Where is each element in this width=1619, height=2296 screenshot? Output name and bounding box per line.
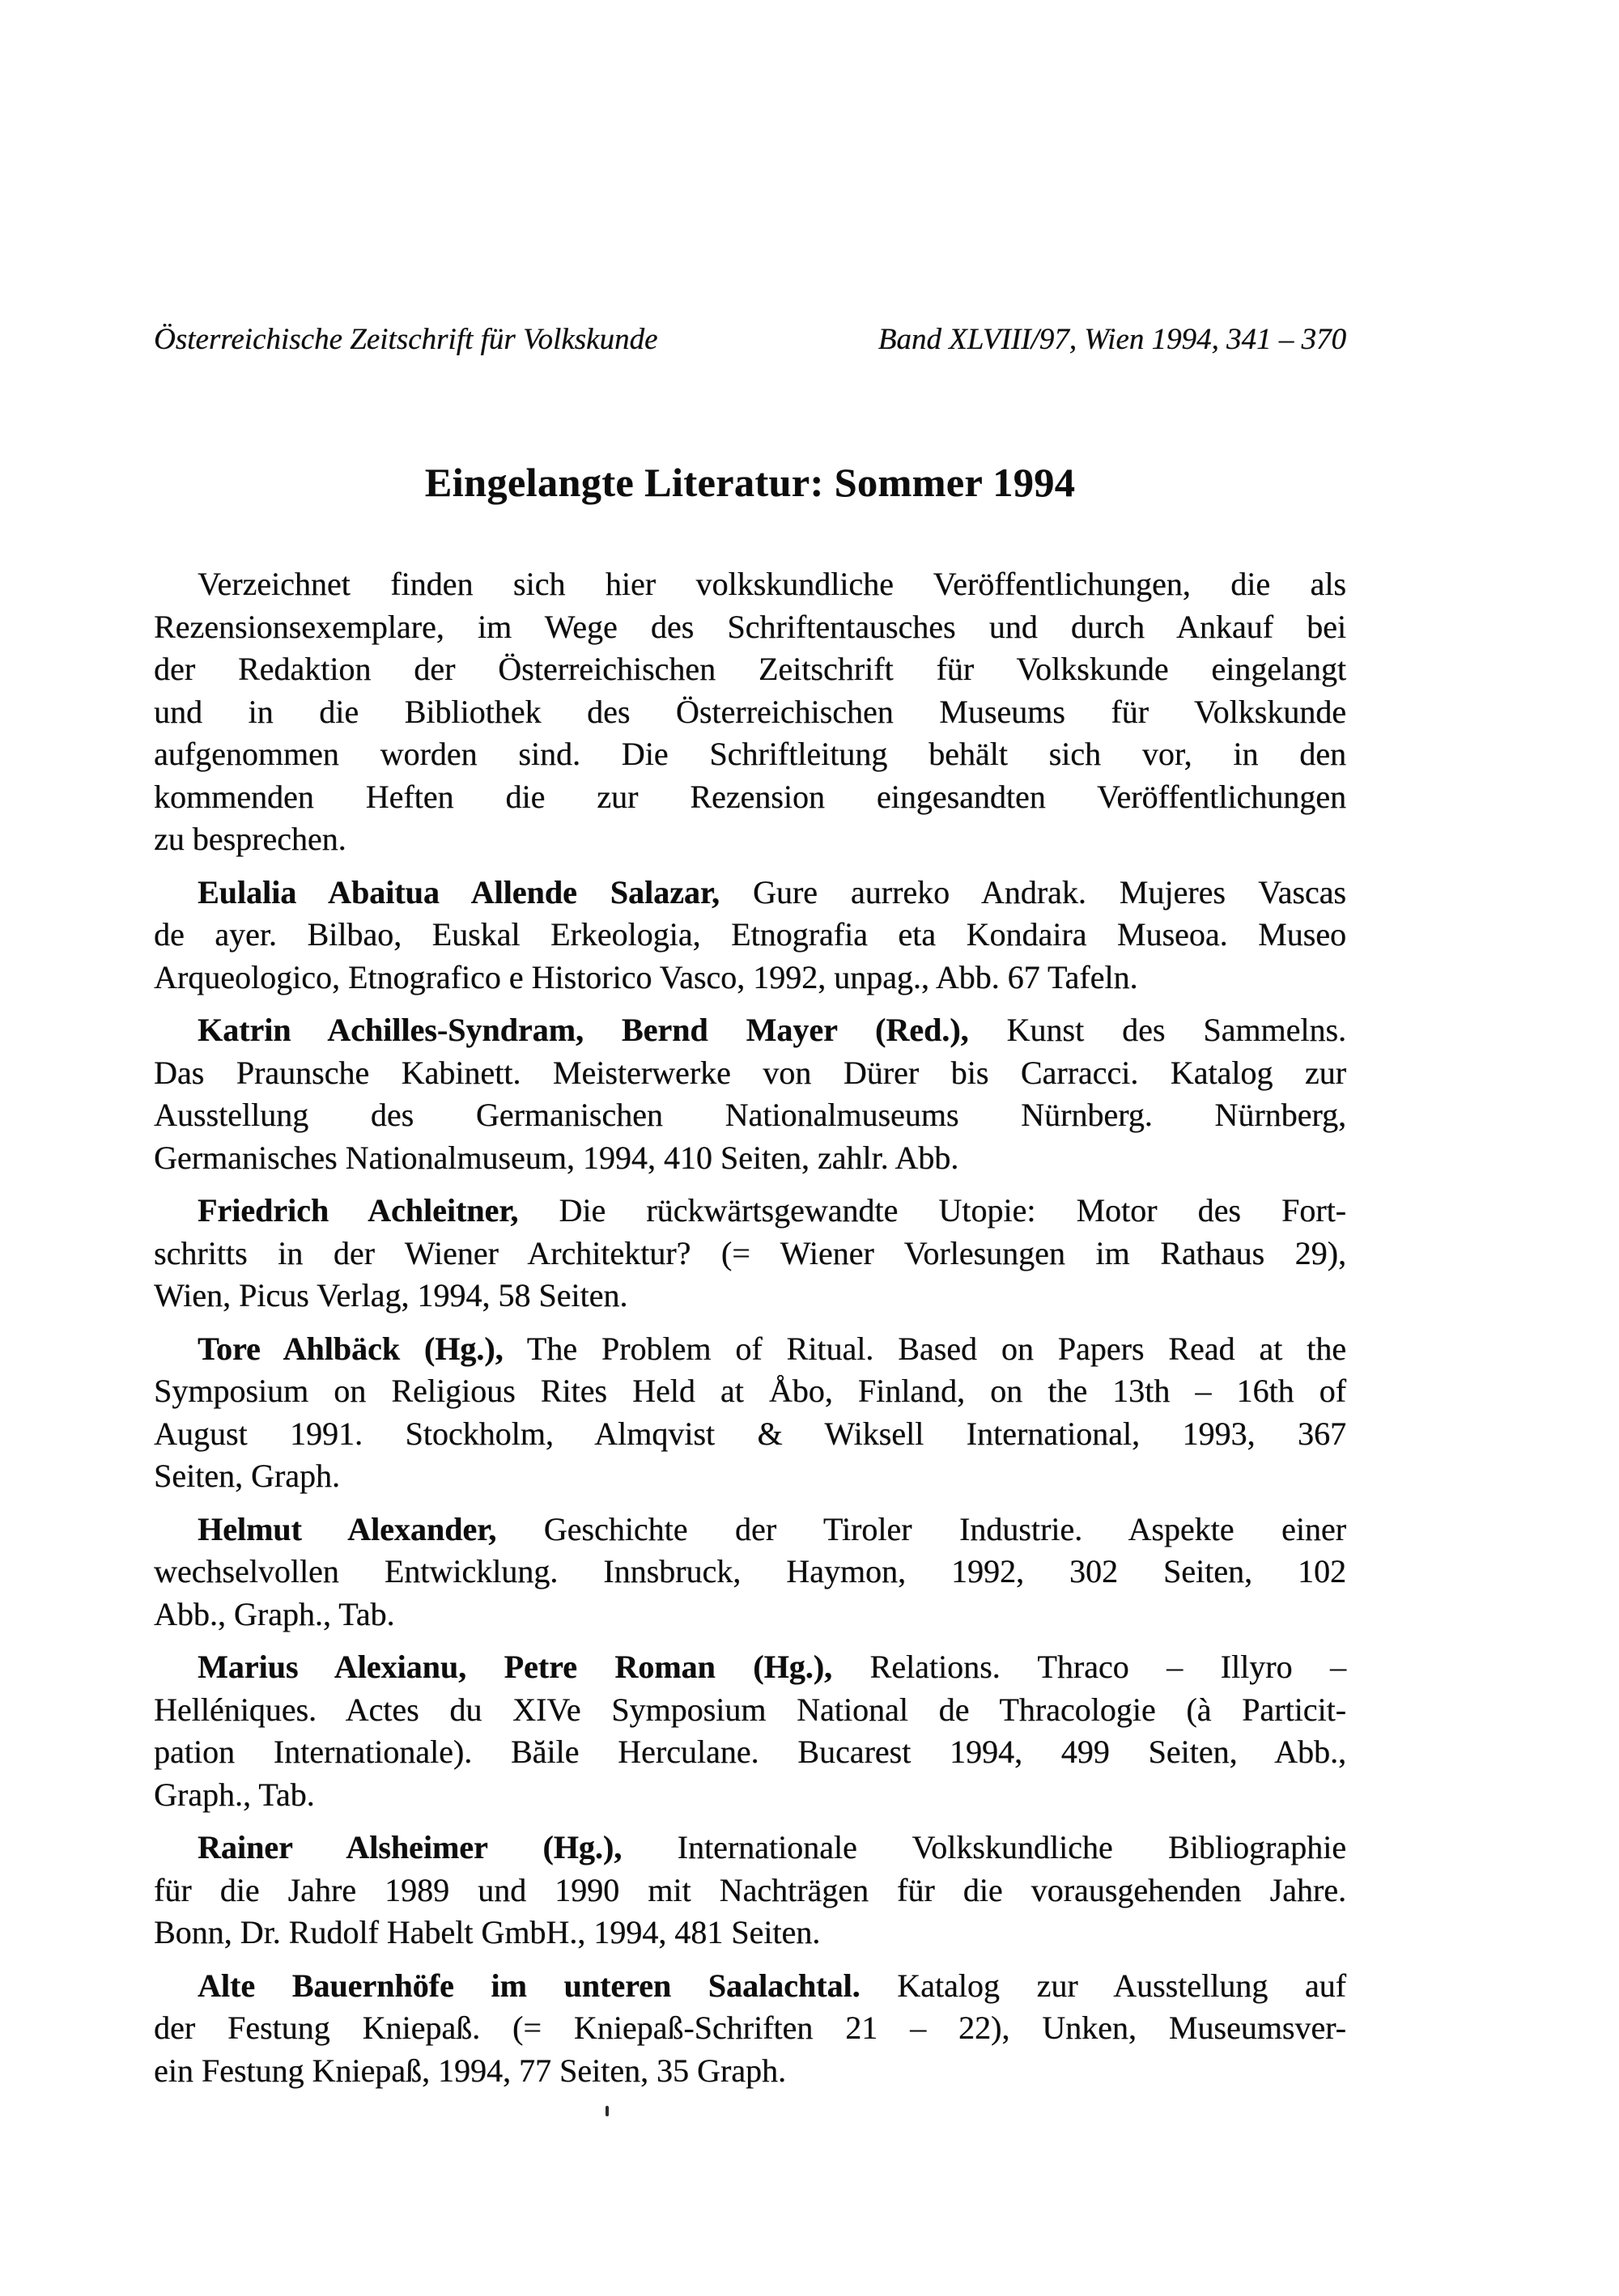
entry-line-text: Ausstellung des Germanischen Nationalmuseums Nürnberg. Nürnberg, (154, 1097, 1346, 1133)
intro-line (154, 606, 1346, 649)
entry-line (154, 1413, 1346, 1456)
entry-line (154, 2050, 1346, 2093)
intro-line-text: Rezensionsexemplare, im Wege des Schriftentausches und durch Ankauf bei (154, 608, 1346, 645)
entry-line-text: Wien, Picus Verlag, 1994, 58 Seiten. (154, 1277, 628, 1314)
entry-line-text: Kunst des Sammelns. (968, 1012, 1347, 1048)
entry-line (154, 1646, 1346, 1689)
entry-line (154, 1731, 1346, 1774)
entry-line-text: Gure aurreko Andrak. Mujeres Vascas (719, 873, 1347, 910)
entry-author: Eulalia Abaitua Allende Salazar, (198, 873, 720, 910)
literature-entry (154, 1827, 1346, 1954)
entry-author: Katrin Achilles-Syndram, Bernd Mayer (Red.), (198, 1012, 969, 1048)
intro-line (154, 776, 1346, 819)
intro-line (154, 818, 1346, 861)
entry-line (154, 2007, 1346, 2050)
entry-line (154, 1774, 1346, 1817)
entry-line (154, 1551, 1346, 1594)
entry-line-text: Helléniques. Actes du XIVe Symposium National de Thracologie (à Particit- (154, 1691, 1346, 1728)
journal-issue-info: Band XLVIII/97, Wien 1994, 341 – 370 (877, 323, 1346, 356)
entry-author: Alte Bauernhöfe im unteren Saalachtal. (198, 1967, 860, 2004)
entry-line (154, 1455, 1346, 1498)
entry-author: Marius Alexianu, Petre Roman (Hg.), (198, 1649, 833, 1685)
literature-entry (154, 1328, 1346, 1498)
literature-entry (154, 872, 1346, 999)
entry-line (154, 914, 1346, 957)
intro-line-text: und in die Bibliothek des Österreichischen Museums für Volkskunde (154, 693, 1346, 730)
entry-line (154, 1965, 1346, 2008)
entry-author: Tore Ahlbäck (Hg.), (198, 1330, 504, 1367)
entry-line-text: für die Jahre 1989 und 1990 mit Nachträgen für die vorausgehenden Jahre. (154, 1871, 1346, 1908)
intro-line (154, 563, 1346, 606)
entry-line-text: de ayer. Bilbao, Euskal Erkeologia, Etnografia eta Kondaira Museoa. Museo (154, 916, 1346, 953)
entry-line (154, 1869, 1346, 1912)
entry-line-text: Internationale Volkskundliche Bibliographie (622, 1829, 1346, 1865)
literature-entry (154, 1009, 1346, 1179)
intro-line (154, 691, 1346, 734)
entry-line (154, 1370, 1346, 1413)
entry-line (154, 1912, 1346, 1954)
entry-line-text: der Festung Kniepaß. (= Kniepaß-Schriften 21 – 22), Unken, Museumsver- (154, 2010, 1346, 2046)
entry-line-text: Symposium on Religious Rites Held at Åbo, Finland, on the 13th – 16th of (154, 1373, 1346, 1409)
entry-line-text: ein Festung Kniepaß, 1994, 77 Seiten, 35 Graph. (154, 2052, 786, 2089)
journal-header (154, 322, 1346, 358)
intro-line-text: zu besprechen. (154, 821, 346, 857)
literature-entry (154, 1190, 1346, 1318)
intro-line-text: aufgenommen worden sind. Die Schriftleitung behält sich vor, in den (154, 736, 1346, 772)
page-title: Eingelangte Literatur: Sommer 1994 (424, 460, 1076, 505)
entry-line (154, 1594, 1346, 1636)
entry-line-text: Das Praunsche Kabinett. Meisterwerke von Dürer bis Carracci. Katalog zur (154, 1054, 1346, 1091)
scan-artifact-mark (606, 2106, 609, 2116)
entry-line (154, 1137, 1346, 1180)
entry-line-text: Graph., Tab. (154, 1776, 315, 1813)
literature-entry (154, 1646, 1346, 1816)
entry-line (154, 1275, 1346, 1318)
entry-line (154, 1328, 1346, 1371)
entry-line-text: Die rückwärtsgewandte Utopie: Motor des Fort- (518, 1192, 1347, 1229)
entry-line-text: Abb., Graph., Tab. (154, 1595, 395, 1632)
text-column (154, 322, 1346, 2092)
journal-title: Österreichische Zeitschrift für Volkskunde (154, 323, 658, 356)
entry-line-text: schritts in der Wiener Architektur? (= Wiener Vorlesungen im Rathaus 29), (154, 1234, 1346, 1271)
entry-line (154, 1009, 1346, 1052)
entry-line-text: wechselvollen Entwicklung. Innsbruck, Haymon, 1992, 302 Seiten, 102 (154, 1553, 1346, 1589)
entry-line-text: Katalog zur Ausstellung auf (860, 1967, 1346, 2004)
entry-line-text: Germanisches Nationalmuseum, 1994, 410 Seiten, zahlr. Abb. (154, 1139, 959, 1176)
entry-line (154, 872, 1346, 915)
intro-paragraph (154, 563, 1346, 861)
entry-author: Helmut Alexander, (198, 1510, 497, 1547)
entry-line-text: Arqueologico, Etnografico e Historico Vasco, 1992, unpag., Abb. 67 Tafeln. (154, 958, 1138, 995)
literature-entry (154, 1965, 1346, 2093)
intro-line-text: der Redaktion der Österreichischen Zeitschrift für Volkskunde eingelangt (154, 651, 1346, 687)
entry-line-text: pation Internationale). Băile Herculane. Bucarest 1994, 499 Seiten, Abb., (154, 1734, 1346, 1770)
entry-line-text: Bonn, Dr. Rudolf Habelt GmbH., 1994, 481 Seiten. (154, 1914, 821, 1950)
entry-line-text: Seiten, Graph. (154, 1458, 340, 1494)
entry-line-text: The Problem of Ritual. Based on Papers Read at the (503, 1330, 1346, 1367)
entry-line (154, 1190, 1346, 1233)
entry-line-text: August 1991. Stockholm, Almqvist & Wiksell International, 1993, 367 (154, 1415, 1346, 1452)
entry-line-text: Relations. Thraco – Illyro – (832, 1649, 1346, 1685)
entry-line (154, 1233, 1346, 1275)
entry-line (154, 1689, 1346, 1732)
intro-line (154, 733, 1346, 776)
entry-line (154, 1509, 1346, 1551)
entry-author: Friedrich Achleitner, (198, 1192, 519, 1229)
intro-line-text: kommenden Heften die zur Rezension eingesandten Veröffentlichungen (154, 778, 1346, 815)
entry-line (154, 1052, 1346, 1095)
intro-line (154, 648, 1346, 691)
literature-entry (154, 1509, 1346, 1636)
entry-line-text: Geschichte der Tiroler Industrie. Aspekte einer (496, 1510, 1346, 1547)
entry-author: Rainer Alsheimer (Hg.), (198, 1829, 623, 1865)
literature-list (154, 872, 1346, 2093)
intro-line-text: Verzeichnet finden sich hier volkskundliche Veröffentlichungen, die als (198, 566, 1346, 602)
entry-line (154, 1827, 1346, 1869)
entry-line (154, 957, 1346, 999)
entry-line (154, 1094, 1346, 1137)
